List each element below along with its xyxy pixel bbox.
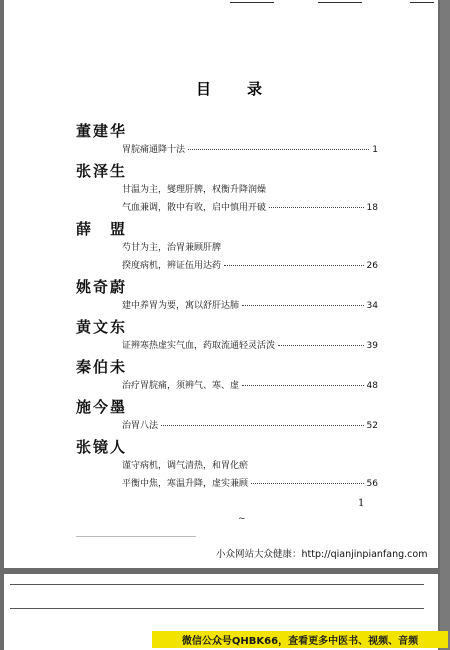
scrollbar[interactable] (440, 0, 450, 650)
dot-leader (278, 345, 364, 346)
author-name: 张泽生 (76, 162, 128, 180)
dot-leader (161, 425, 364, 426)
dot-leader (188, 149, 369, 150)
entry-title: 治疗胃脘痛，须辨气、寒、虚 (122, 381, 240, 391)
top-rule (410, 2, 434, 3)
entry-page: 39 (366, 341, 378, 351)
page-number: 1 (358, 498, 365, 509)
author-name: 姚奇蔚 (76, 278, 128, 296)
website-watermark: 小众网站大众健康：http://qianjinpianfang.com (216, 549, 428, 560)
top-rule (318, 2, 362, 3)
toc-entry[interactable] (122, 298, 378, 311)
toc-title: 目 录 (196, 80, 265, 98)
entry-title: 胃脘痛通降十法 (122, 145, 186, 155)
toc-entry[interactable] (122, 200, 378, 213)
dot-leader (242, 305, 364, 306)
toc-entry[interactable] (122, 418, 378, 431)
author-name: 黄文东 (76, 318, 128, 336)
toc-entry[interactable] (122, 458, 378, 471)
toc-entry[interactable] (122, 182, 378, 195)
entry-title: 谨守病机，调气清热，和胃化瘀 (122, 461, 249, 471)
entry-page: 1 (372, 145, 378, 155)
page-rule (10, 584, 424, 585)
entry-page: 34 (366, 301, 378, 311)
dot-leader (251, 483, 364, 484)
entry-title: 气血兼调，散中有收，启中慎用开破 (122, 203, 267, 213)
toc-entry[interactable] (122, 338, 378, 351)
toc-entry[interactable] (122, 240, 378, 253)
entry-title: 甘温为主，燮理肝脾，权衡升降润燥 (122, 185, 267, 195)
top-rule (230, 2, 274, 3)
wechat-banner: 微信公众号QHBK66，查看更多中医书、视频、音频 (152, 631, 448, 648)
entry-title: 揆度病机，辨证伍用达药 (122, 261, 222, 271)
entry-title: 建中养胃为要，寓以舒肝达肺 (122, 301, 240, 311)
tilde-mark: ~ (238, 514, 246, 524)
entry-page: 56 (366, 479, 378, 489)
dot-leader (242, 385, 364, 386)
author-name: 施今墨 (76, 398, 128, 416)
toc-entry[interactable] (122, 258, 378, 271)
faint-rule (76, 536, 196, 537)
entry-title: 平衡中焦，寒温升降，虚实兼顾 (122, 479, 249, 489)
author-name: 董建华 (76, 122, 128, 140)
entry-title: 治胃八法 (122, 421, 159, 431)
dot-leader (269, 207, 364, 208)
toc-entry[interactable] (122, 142, 378, 155)
author-name: 秦伯未 (76, 358, 128, 376)
entry-page: 48 (366, 381, 378, 391)
entry-page: 18 (366, 203, 378, 213)
entry-title: 证辨寒热虚实气血，药取流通轻灵活泼 (122, 341, 276, 351)
toc-entry[interactable] (122, 378, 378, 391)
page-rule (10, 608, 424, 609)
toc-entry[interactable] (122, 476, 378, 489)
author-name: 张镜人 (76, 438, 128, 456)
entry-page: 26 (366, 261, 378, 271)
entry-page: 52 (366, 421, 378, 431)
author-name: 薛 盟 (76, 220, 128, 238)
entry-title: 芍甘为主，治胃兼顾肝脾 (122, 243, 222, 253)
dot-leader (224, 265, 364, 266)
